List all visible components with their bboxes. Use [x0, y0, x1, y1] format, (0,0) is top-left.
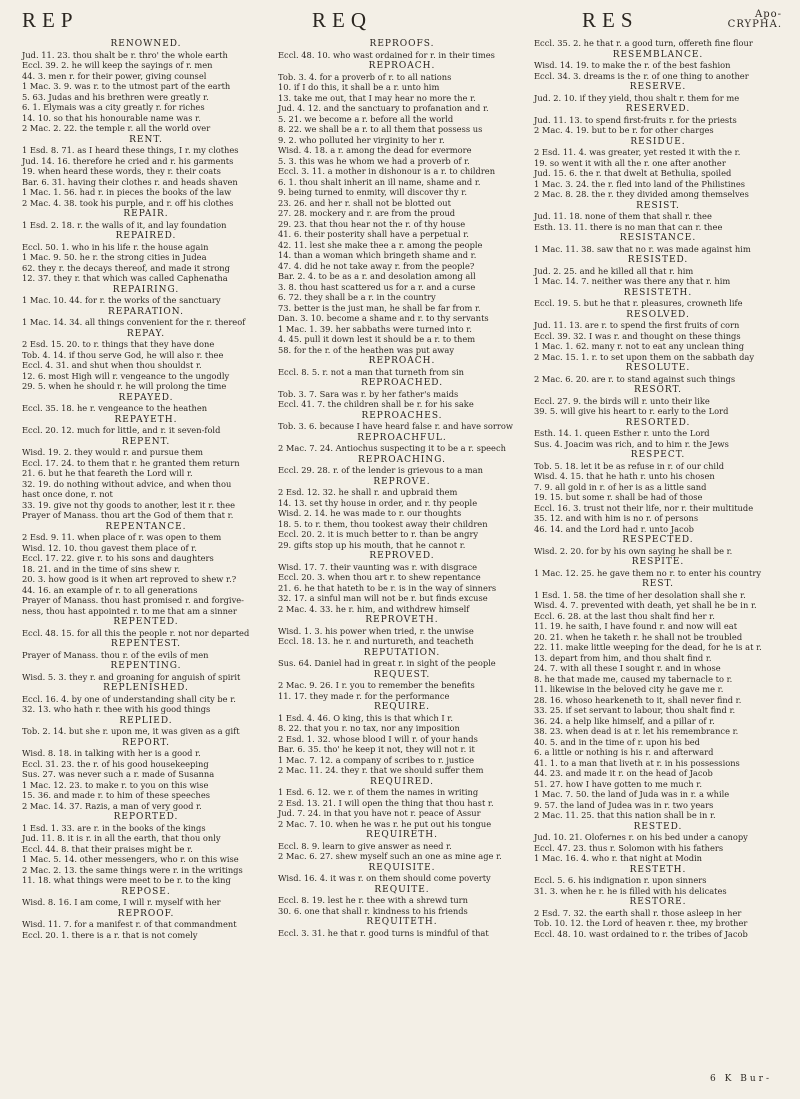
running-head — [22, 8, 782, 34]
entry-line: 2 Mac. 4. 33. he r. him, and withdrew himself — [278, 603, 470, 614]
running-head-center: REQ — [312, 8, 372, 32]
concordance-page — [22, 8, 782, 1088]
entry-line: Wisd. 4. 15. that he hath r. unto his chosen — [534, 471, 715, 481]
entry-line: 33. 19. give not thy goods to another, lest it r. thee — [22, 499, 236, 510]
entry-line: 6. 1. Elymais was a city greatly r. for riches — [22, 102, 205, 112]
entry-line: 2 Esd. 7. 32. the earth shall r. those asleep in her — [534, 907, 742, 918]
entry-line: Tob. 10. 12. the Lord of heaven r. thee, my brother — [534, 918, 748, 928]
column-middle — [278, 38, 526, 940]
entry-headword: RESORT. — [633, 385, 683, 395]
entry-line: 44. 3. men r. for their power, giving counsel — [22, 70, 207, 81]
entry-line: 2 Mac. 8. 28. the r. they divided among themselves — [534, 189, 749, 199]
entry-line: Eccl. 17. 24. to them that r. he granted them return — [22, 457, 240, 468]
entry-line: 1 Esd. 1. 33. are r. in the books of the kings — [22, 822, 206, 833]
entry-line: 2 Mac. 14. 37. Razis, a man of very good r. — [22, 800, 202, 811]
entry-line: 2 Esd. 15. 20. to r. things that they have done — [22, 339, 215, 349]
entry-headword: REST. — [641, 579, 675, 589]
apocrypha-label-line1: Apo- — [754, 9, 782, 20]
entry-headword: REPARATION. — [108, 306, 184, 317]
entry-line: Esth. 14. 1. queen Esther r. unto the Lord — [534, 428, 710, 438]
entry-line: Eccl. 27. 9. the birds will r. unto their like — [534, 395, 710, 406]
entry-line: 10. if I do this, it shall be a r. unto him — [278, 82, 440, 92]
entry-headword: REPENTEST. — [110, 639, 182, 649]
entry-line: Wisd. 4. 18. a r. among the dead for evermore — [278, 145, 472, 155]
entry-line: 47. 4. did he not take away r. from the people? — [278, 260, 475, 271]
entry-line: 32. 19. do nothing without advice, and when thou — [22, 478, 232, 489]
entry-line: Eccl. 16. 4. by one of understanding shall city be r. — [22, 693, 236, 704]
entry-line: 40. 5. and in the time of r. upon his bed — [534, 736, 700, 747]
entry-line: 11. 17. they made r. for the performance — [278, 690, 450, 701]
entry-headword: REPENTANCE. — [105, 521, 187, 532]
entry-line: 21. 6. but he that feareth the Lord will r. — [22, 468, 193, 478]
entry-headword: REPROOFS. — [369, 39, 435, 49]
entry-headword: REPROACHFUL. — [357, 432, 447, 443]
entry-line: 1 Esd. 8. 71. as I heard these things, I r. my clothes — [22, 145, 239, 155]
entry-headword: REPROACHES. — [361, 410, 443, 421]
entry-line: Eccl. 20. 2. it is much better to r. than be angry — [278, 529, 479, 539]
entry-line: Wisd. 2. 14. he was made to r. our thoughts — [278, 508, 462, 518]
entry-line: 9. being turned to enmity, will discover thy r. — [278, 187, 467, 197]
entry-headword: REPORTED. — [113, 812, 179, 822]
entry-headword: RESIDUE. — [630, 136, 686, 147]
entry-line: 2 Mac. 7. 10. when he was r. he put out his tongue — [278, 818, 492, 829]
entry-headword: RESISTANCE. — [619, 233, 697, 243]
entry-line: ness, thou hast appointed r. to me that am a sinner — [22, 605, 237, 616]
entry-line: 22. 11. make little weeping for the dead, for he is at r. — [534, 642, 762, 652]
entry-headword: REPAIR. — [123, 209, 169, 219]
entry-line: 8. 22. we shall be a r. to all them that possess us — [278, 124, 483, 134]
entry-line: 2 Esd. 13. 21. I will open the thing that thou hast r. — [278, 797, 494, 808]
entry-line: 13. take me out, that I may hear no more the r. — [278, 92, 476, 103]
entry-line: 1 Mac. 1. 56. had r. in pieces the books of the law — [22, 187, 232, 197]
entry-columns — [22, 38, 782, 940]
entry-line: 29. gifts stop up his mouth, that he cannot r. — [278, 539, 466, 550]
apocrypha-label — [712, 10, 782, 30]
entry-line: hast once done, r. not — [22, 489, 113, 499]
entry-line: Jud. 4. 12. and the sanctuary to profanation and r. — [278, 103, 489, 113]
entry-headword: REPENTED. — [113, 617, 179, 627]
entry-line: 2 Esd. 9. 11. when place of r. was open to them — [22, 532, 222, 542]
entry-line: 20. 3. how good is it when art reproved to shew r.? — [22, 574, 237, 584]
entry-headword: REPROACHING. — [358, 454, 446, 465]
entry-headword: REQUEST. — [373, 669, 431, 680]
entry-headword: REQUIRED. — [370, 776, 434, 787]
entry-headword: REPROACH. — [368, 356, 436, 366]
entry-headword: RESEMBLANCE. — [612, 49, 704, 60]
entry-line: 5. 21. we become a r. before all the world — [278, 113, 454, 124]
entry-line: Wisd. 1. 3. his power when tried, r. the unwise — [278, 625, 474, 636]
entry-line: Eccl. 8. 19. lest he r. thee with a shrewd turn — [278, 895, 468, 905]
entry-line: 42. 11. lest she make thee a r. among the people — [278, 239, 483, 250]
entry-line: Wisd. 17. 7. their vaunting was r. with disgrace — [278, 561, 478, 572]
entry-line: 1 Mac. 16. 4. who r. that night at Modin — [534, 853, 703, 863]
entry-line: 5. 3. this was he whom we had a proverb of r. — [278, 155, 470, 166]
entry-headword: REPOSE. — [121, 886, 171, 897]
entry-headword: REPROOF. — [117, 908, 175, 919]
entry-headword: RESPITE. — [631, 557, 685, 567]
entry-headword: RESTETH. — [629, 864, 687, 875]
entry-line: 12. 6. most High will r. vengeance to the ungodly — [22, 370, 230, 381]
entry-line: Jud. 14. 16. therefore he cried and r. his garments — [22, 155, 234, 166]
entry-line: Eccl. 19. 5. but he that r. pleasures, crowneth life — [534, 298, 743, 308]
entry-line: Tob. 2. 14. but she r. upon me, it was given as a gift — [22, 726, 240, 736]
entry-line: Wisd. 14. 19. to make the r. of the best fashion — [534, 60, 731, 70]
entry-headword: REPAYED. — [118, 392, 174, 403]
entry-headword: RESISTETH. — [623, 287, 693, 298]
entry-line: 19. so went it with all the r. one after another — [534, 157, 726, 168]
entry-line: Wisd. 11. 7. for a manifest r. of that commandment — [22, 919, 237, 929]
entry-line: 41. 6. their posterity shall have a perpetual r. — [278, 229, 469, 239]
entry-line: 1 Mac. 14. 34. all things convenient for the r. thereof — [22, 317, 246, 327]
entry-line: Tob. 3. 6. because I have heard false r. and have sorrow — [278, 421, 513, 431]
entry-headword: RENT. — [129, 134, 163, 145]
entry-line: Jud. 11. 23. thou shalt be r. thro' the whole earth — [22, 49, 228, 60]
entry-line: Prayer of Manass. thou r. of the evils of men — [22, 649, 209, 660]
entry-line: 2 Esd. 11. 4. was greater, yet rested it with the r. — [534, 147, 741, 157]
entry-line: 6. 72. they shall be a r. in the country — [278, 292, 436, 302]
entry-line: Sus. 4. Joacim was rich, and to him r. the Jews — [534, 438, 729, 449]
entry-line: 2 Mac. 9. 26. I r. you to remember the benefits — [278, 680, 475, 690]
entry-line: Eccl. 20. 1. there is a r. that is not comely — [22, 929, 198, 940]
entry-line: 31. 3. when he r. he is filled with his delicates — [534, 885, 727, 896]
entry-line: 2 Mac. 15. 1. r. to set upon them on the sabbath day — [534, 351, 755, 362]
entry-headword: REPROACH. — [368, 61, 436, 71]
entry-line: Eccl. 31. 23. the r. of his good housekeeping — [22, 758, 209, 769]
entry-headword: RESOLVED. — [626, 309, 690, 320]
entry-line: Eccl. 29. 28. r. of the lender is grievous to a man — [278, 465, 483, 475]
entry-headword: RESOLUTE. — [625, 363, 691, 373]
entry-line: 32. 13. who hath r. thee with his good things — [22, 704, 211, 714]
entry-line: 46. 14. and the Lord had r. unto Jacob — [534, 523, 694, 534]
entry-line: Eccl. 48. 10. wast ordained to r. the tribes of Jacob — [534, 928, 748, 939]
entry-line: 39. 5. will give his heart to r. early to the Lord — [534, 406, 729, 416]
entry-line: Bar. 6. 31. having their clothes r. and heads shaven — [22, 176, 238, 187]
entry-headword: REQUIRETH. — [366, 830, 438, 840]
entry-line: 2 Mac. 6. 20. are r. to stand against such things — [534, 373, 736, 384]
entry-line: 1 Esd. 2. 18. r. the walls of it, and lay foundation — [22, 219, 227, 230]
entry-line: Jud. 11. 8. it is r. in all the earth, that thou only — [22, 833, 221, 843]
entry-line: Wisd. 19. 2. they would r. and pursue them — [22, 447, 204, 457]
entry-headword: RESTORE. — [629, 897, 687, 907]
entry-headword: RESORTED. — [625, 417, 691, 428]
entry-line: 6. a little or nothing is his r. and afterward — [534, 747, 714, 757]
entry-line: Jud. 10. 21. Olofernes r. on his bed under a canopy — [534, 832, 748, 842]
entry-line: 1 Mac. 1. 62. many r. not to eat any unclean thing — [534, 341, 745, 351]
entry-line: 2 Esd. 12. 32. he shall r. and upbraid them — [278, 487, 458, 497]
entry-line: Eccl. 3. 11. a mother in dishonour is a r. to children — [278, 166, 496, 176]
entry-line: Eccl. 3. 31. he that r. good turns is mindful of that — [278, 927, 489, 938]
entry-headword: RESISTED. — [627, 255, 689, 265]
entry-headword: RENOWNED. — [110, 39, 182, 49]
entry-line: 1 Mac. 7. 50. the land of Juda was in r. a while — [534, 789, 730, 799]
entry-line: Jud. 15. 6. the r. that dwelt at Bethulia, spoiled — [534, 168, 732, 178]
entry-line: 58. for the r. of the heathen was put away — [278, 344, 455, 355]
entry-line: 23. 26. and her r. shall not be blotted out — [278, 197, 451, 208]
entry-headword: RESIST. — [636, 200, 680, 211]
entry-line: 14. than a woman which bringeth shame and r. — [278, 250, 477, 260]
entry-line: Eccl. 18. 13. he r. and nurtureth, and teacheth — [278, 636, 474, 646]
entry-line: 1 Mac. 10. 44. for r. the works of the sanctuary — [22, 295, 221, 305]
entry-headword: RESERVE. — [629, 82, 687, 92]
entry-line: Eccl. 47. 23. thus r. Solomon with his fathers — [534, 842, 724, 853]
entry-line: 2 Mac. 4. 38. took his purple, and r. off his clothes — [22, 197, 234, 208]
entry-line: Wisd. 5. 3. they r. and groaning for anguish of spirit — [22, 671, 241, 682]
entry-line: 9. 57. the land of Judea was in r. two years — [534, 799, 714, 810]
entry-headword: REPORT. — [122, 737, 170, 748]
entry-line: 33. 25. if set servant to labour, thou shalt find r. — [534, 705, 736, 715]
entry-headword: RESPECTED. — [622, 535, 694, 545]
entry-line: Eccl. 5. 6. his indignation r. upon sinners — [534, 875, 707, 885]
entry-line: Eccl. 35. 18. he r. vengeance to the heathen — [22, 403, 208, 413]
entry-headword: REPAY. — [126, 328, 166, 339]
column-left — [22, 38, 270, 940]
entry-line: Jud. 2. 25. and he killed all that r. him — [534, 265, 694, 276]
entry-line: 1 Esd. 1. 58. the time of her desolation shall she r. — [534, 589, 746, 600]
entry-headword: REPAYETH. — [114, 414, 178, 425]
entry-line: 35. 12. and with him is no r. of persons — [534, 513, 699, 523]
entry-line: 62. they r. the decays thereof, and made it strong — [22, 262, 230, 273]
entry-line: 12. 37. they r. that which was called Caphenatha — [22, 273, 228, 283]
entry-line: Bar. 6. 35. tho' he keep it not, they will not r. it — [278, 744, 475, 754]
entry-line: 29. 23. that thou hear not the r. of thy house — [278, 218, 466, 229]
entry-line: 8. 22. that you r. no tax, nor any imposition — [278, 723, 460, 733]
entry-headword: REPUTATION. — [363, 647, 441, 658]
entry-line: 28. 16. whoso hearkeneth to it, shall never find r. — [534, 694, 742, 705]
entry-line: 36. 24. a help like himself, and a pillar of r. — [534, 715, 715, 726]
entry-line: 1 Mac. 7. 12. a company of scribes to r. justice — [278, 754, 475, 765]
entry-line: Eccl. 35. 2. he that r. a good turn, offereth fine flour — [534, 38, 753, 48]
entry-line: 24. 7. with all these I sought r. and in whose — [534, 663, 721, 673]
entry-headword: REPENTING. — [110, 661, 182, 671]
entry-line: Jud. 2. 10. if they yield, thou shalt r. them for me — [534, 92, 740, 103]
entry-line: Tob. 3. 4. for a proverb of r. to all nations — [278, 71, 452, 82]
entry-line: 1 Mac. 12. 25. he gave them no r. to enter his country — [534, 567, 762, 578]
entry-line: 1 Mac. 3. 24. the r. fled into land of the Philistines — [534, 178, 746, 189]
entry-line: 18. 5. to r. them, thou tookest away their children — [278, 518, 488, 529]
entry-line: 7. 9. all gold in r. of her is as a little sand — [534, 481, 707, 492]
entry-line: 21. 6. he that hateth to be r. is in the way of sinners — [278, 582, 497, 593]
entry-line: Prayer of Manass. thou hast promised r. and forgive- — [22, 595, 244, 605]
entry-headword: REPAIRED. — [115, 231, 177, 241]
entry-line: 2 Mac. 2. 13. the same things were r. in the writings — [22, 864, 243, 875]
entry-headword: RESPECT. — [630, 450, 686, 460]
entry-line: Eccl. 6. 28. at the last thou shalt find her r. — [534, 610, 715, 621]
entry-headword: REPROVED. — [369, 551, 435, 561]
entry-line: 18. 21. and in the time of sins shew r. — [22, 563, 180, 574]
catchword: Bur- — [740, 1074, 772, 1084]
entry-headword: REPROVE. — [373, 476, 431, 487]
entry-line: 44. 16. an example of r. to all generations — [22, 584, 198, 595]
entry-line: 8. he that made me, caused my tabernacle to r. — [534, 673, 733, 684]
entry-line: Bar. 2. 4. to be as a r. and desolation among all — [278, 271, 476, 281]
entry-line: 29. 5. when he should r. he will prolong the time — [22, 381, 227, 391]
entry-headword: REPROACHED. — [360, 378, 444, 388]
entry-line: 11. 19. he saith, I have found r. and now will eat — [534, 621, 738, 631]
entry-line: 11. likewise in the beloved city he gave me r. — [534, 684, 724, 694]
entry-line: Eccl. 39. 32. I was r. and thought on these things — [534, 330, 741, 341]
entry-line: 1 Mac. 11. 38. saw that no r. was made against him — [534, 243, 751, 254]
entry-line: 1 Mac. 1. 39. her sabbaths were turned into r. — [278, 323, 472, 334]
entry-line: 6. 1. thou shalt inherit an ill name, shame and r. — [278, 176, 481, 187]
entry-line: Tob. 3. 7. Sara was r. by her father's maids — [278, 388, 459, 399]
entry-line: Eccl. 16. 3. trust not their life, nor r. their multitude — [534, 502, 754, 513]
entry-line: Eccl. 4. 31. and shut when thou shouldst r. — [22, 360, 202, 370]
entry-line: Jud. 11. 18. none of them that shall r. thee — [534, 211, 712, 221]
entry-line: 44. 23. and made it r. on the head of Jacob — [534, 768, 713, 778]
entry-line: 41. 1. to a man that liveth at r. in his possessions — [534, 757, 740, 768]
entry-line: Wisd. 16. 4. it was r. on them should come poverty — [278, 873, 491, 883]
entry-line: 3. 8. thou hast scattered us for a r. and a curse — [278, 281, 476, 292]
running-head-left: REP — [22, 8, 79, 32]
entry-line: Jud. 11. 13. to spend first-fruits r. for the priests — [534, 114, 737, 125]
entry-line: Eccl. 34. 3. dreams is the r. of one thing to another — [534, 70, 749, 81]
entry-line: 15. 36. and made r. to him of these speeches — [22, 790, 211, 800]
entry-line: Eccl. 48. 10. who wast ordained for r. in their times — [278, 49, 495, 60]
entry-line: 73. better is the just man, he shall be far from r. — [278, 302, 481, 313]
entry-line: 1 Esd. 4. 46. O king, this is that which I r. — [278, 712, 453, 723]
entry-line: Eccl. 50. 1. who in his life r. the house again — [22, 241, 209, 252]
entry-headword: REPENT. — [121, 436, 171, 447]
entry-line: Wisd. 2. 20. for by his own saying he shall be r. — [534, 545, 733, 556]
entry-headword: REPLIED. — [119, 715, 173, 726]
entry-line: 32. 17. a sinful man will not be r. but finds excuse — [278, 593, 488, 603]
entry-line: 2 Mac. 4. 19. but to be r. for other charges — [534, 125, 714, 135]
entry-line: Eccl. 8. 5. r. not a man that turneth from sin — [278, 366, 465, 377]
entry-line: Wisd. 12. 10. thou gavest them place of r. — [22, 542, 197, 553]
entry-line: 1 Mac. 9. 50. he r. the strong cities in Judea — [22, 252, 207, 262]
entry-line: Eccl. 20. 12. much for little, and r. it seven-fold — [22, 425, 221, 435]
entry-line: Wisd. 8. 18. in talking with her is a good r. — [22, 748, 201, 758]
entry-line: Esth. 13. 11. there is no man that can r. thee — [534, 221, 723, 232]
entry-line: Eccl. 44. 8. that their praises might be r. — [22, 843, 193, 854]
entry-line: 19. 15. but some r. shall be had of those — [534, 492, 703, 502]
entry-line: 1 Esd. 6. 12. we r. of them the names in writing — [278, 787, 479, 797]
entry-line: Wisd. 4. 7. prevented with death, yet shall he be in r. — [534, 600, 757, 610]
entry-line: Eccl. 48. 15. for all this the people r. not nor departed — [22, 627, 250, 638]
page-footer — [710, 1074, 772, 1084]
entry-line: 27. 28. mockery and r. are from the proud — [278, 208, 456, 218]
entry-line: 2 Mac. 11. 24. they r. that we should suffer them — [278, 765, 484, 775]
entry-line: 2 Esd. 1. 32. whose blood I will r. of your hands — [278, 733, 478, 744]
entry-line: Jud. 11. 13. are r. to spend the first fruits of corn — [534, 320, 740, 330]
entry-line: Tob. 5. 18. let it be as refuse in r. of our child — [534, 460, 725, 471]
entry-line: Sus. 64. Daniel had in great r. in sight of the people — [278, 658, 496, 668]
entry-headword: REQUITE. — [374, 884, 430, 895]
entry-line: 1 Mac. 12. 23. to make r. to you on this wise — [22, 779, 209, 790]
entry-headword: RESTED. — [633, 821, 683, 832]
entry-line: 38. 23. when dead is at r. let his remembrance r. — [534, 726, 739, 736]
entry-line: 19. when heard these words, they r. their coats — [22, 166, 221, 176]
entry-line: Dan. 3. 10. become a shame and r. to thy servants — [278, 313, 489, 323]
entry-headword: RESERVED. — [625, 104, 691, 114]
entry-line: 13. depart from him, and thou shalt find r. — [534, 652, 712, 663]
entry-line: 1 Mac. 5. 14. other messengers, who r. on this wise — [22, 854, 239, 864]
entry-headword: REPAIRING. — [112, 284, 180, 295]
running-head-right: RES — [582, 8, 639, 32]
entry-line: Wisd. 8. 16. I am come, I will r. myself with her — [22, 897, 221, 907]
entry-line: 11. 18. what things were meet to be r. to the king — [22, 875, 231, 885]
entry-line: Eccl. 8. 9. learn to give answer as need r. — [278, 840, 452, 851]
signature-mark: 6 K — [710, 1074, 735, 1084]
entry-line: Tob. 4. 14. if thou serve God, he will also r. thee — [22, 349, 224, 360]
entry-line: 4. 45. pull it down lest it should be a r. to them — [278, 334, 476, 344]
entry-line: 30. 6. one that shall r. kindness to his friends — [278, 905, 468, 916]
entry-line: Eccl. 17. 22. give r. to his sons and daughters — [22, 553, 214, 563]
entry-line: Eccl. 41. 7. the children shall be r. for his sake — [278, 399, 474, 409]
entry-headword: REQUISITE. — [368, 862, 436, 873]
entry-line: Eccl. 20. 3. when thou art r. to shew repentance — [278, 572, 481, 582]
column-right — [534, 38, 782, 940]
entry-headword: REPROVETH. — [365, 615, 439, 625]
entry-line: 1 Mac. 3. 9. was r. to the utmost part of the earth — [22, 81, 231, 91]
entry-line: Sus. 27. was never such a r. made of Susanna — [22, 769, 215, 779]
entry-headword: REQUIRE. — [373, 702, 431, 712]
entry-line: Eccl. 39. 2. he will keep the sayings of r. men — [22, 60, 213, 70]
entry-line: 20. 21. when he taketh r. he shall not be troubled — [534, 631, 743, 642]
entry-line: 14. 13. set thy house in order, and r. thy people — [278, 497, 478, 508]
entry-headword: REPLENISHED. — [103, 683, 189, 693]
entry-headword: REQUITETH. — [366, 917, 438, 927]
entry-line: 2 Mac. 7. 24. Antiochus suspecting it to be a r. speech — [278, 443, 506, 453]
entry-line: 14. 10. so that his honourable name was r. — [22, 112, 201, 123]
entry-line: 2 Mac. 6. 27. shew myself such an one as mine age r. — [278, 851, 502, 861]
apocrypha-label-line2: CRYPHA. — [727, 19, 782, 30]
entry-line: 51. 27. how I have gotten to me much r. — [534, 778, 702, 789]
entry-line: Prayer of Manass. thou art the God of them that r. — [22, 510, 234, 520]
entry-line: 1 Mac. 14. 7. neither was there any that r. him — [534, 276, 731, 286]
entry-line: 9. 2. who polluted her virginity to her r. — [278, 134, 445, 145]
entry-line: Jud. 7. 24. in that you have not r. peace of Assur — [278, 808, 481, 818]
entry-line: 2 Mac. 2. 22. the temple r. all the world over — [22, 123, 211, 133]
entry-line: 2 Mac. 11. 25. that this nation shall be in r. — [534, 810, 716, 820]
entry-line: 5. 63. Judas and his brethren were greatly r. — [22, 91, 209, 102]
